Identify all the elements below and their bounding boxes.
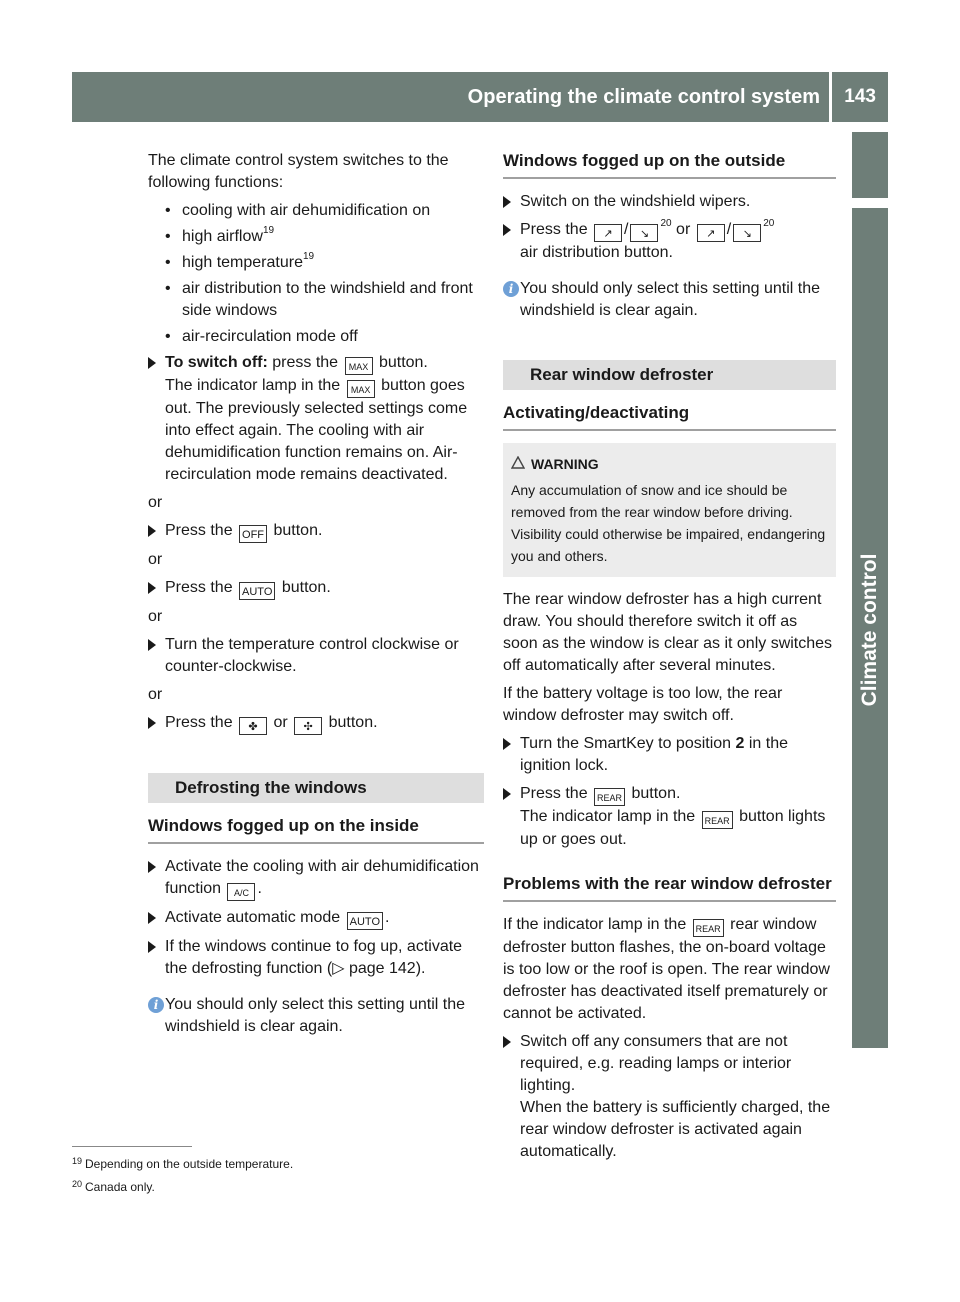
arrow-icon <box>503 196 511 208</box>
arrow-icon <box>148 912 156 924</box>
subheading-problems: Problems with the rear window defroster <box>503 873 836 902</box>
footnote: $^{19}$ Depending on the outside temperature. <box>72 1156 294 1171</box>
list-item: • high airflow$^{19}$ <box>148 226 484 248</box>
arrow-icon <box>148 525 156 537</box>
header-bar <box>72 72 888 122</box>
paragraph: If the indicator lamp in the REAR rear window defroster button flashes, the on-board voltage is too low or the roof is open. The rear window defroster has deactivated itself prematurely or cannot be activated. <box>503 916 830 1022</box>
header-divider <box>829 72 832 122</box>
warning-triangle-icon <box>511 456 525 469</box>
page-number: 143 <box>844 86 876 107</box>
step-press-rear: Press the REAR button. The indicator lamp in the REAR button lights up or goes out. <box>503 783 836 851</box>
arrow-icon <box>148 357 156 369</box>
list-item: • high temperature$^{19}$ <box>148 252 484 274</box>
side-tab-label: Climate control <box>858 553 881 707</box>
subheading-inside: Windows fogged up on the inside <box>148 815 484 844</box>
rear-defroster-button-icon: REAR <box>693 919 724 937</box>
section-heading-defrosting: Defrosting the windows <box>148 773 484 803</box>
info-icon: i <box>148 997 164 1013</box>
arrow-icon <box>148 717 156 729</box>
or-text: or <box>148 551 163 568</box>
step-activate-ac: Activate the cooling with air dehumidification function A/C . <box>148 856 484 901</box>
info-note: i You should only select this setting until the windshield is clear again. <box>148 994 484 1038</box>
rear-defroster-button-icon: REAR <box>594 788 625 806</box>
or-text: or <box>148 494 163 511</box>
step-air-distribution: Press the ↗ / ↘$^{20}$ or ↗ / ↘$^{20}$ air distribution button. <box>503 219 836 264</box>
air-distribution-icon: ↘ <box>630 224 658 242</box>
section-heading-rear-defroster: Rear window defroster <box>503 360 836 390</box>
step-press-auto: Press the AUTO button. <box>148 577 484 600</box>
info-icon: i <box>503 281 519 297</box>
max-button-icon: MAX <box>345 357 373 375</box>
off-button-icon: OFF <box>239 525 267 543</box>
intro-text: The climate control system switches to the following functions: <box>148 152 449 191</box>
step-switch-off: To switch off: press the MAX button. The indicator lamp in the MAX button goes out. The previously selected settings come into effect again. The cooling with air dehumidification function remains on. Air-recirculation mode remains deactivated. <box>148 352 484 486</box>
arrow-icon <box>148 861 156 873</box>
arrow-icon <box>503 224 511 236</box>
step-defrost-function: If the windows continue to fog up, activate the defrosting function (▷ page 142). <box>148 936 484 980</box>
left-column <box>148 150 484 1052</box>
warning-box <box>503 443 836 577</box>
step-switch-off-consumers: Switch off any consumers that are not required, e.g. reading lamps or interior lighting. When the battery is sufficiently charged, the rear window defroster is activated again automatically. <box>503 1031 836 1163</box>
or-text: or <box>148 686 163 703</box>
air-distribution-icon: ↘ <box>733 224 761 242</box>
footnotes <box>72 1146 293 1197</box>
paragraph: If the battery voltage is too low, the rear window defroster may switch off. <box>503 685 783 724</box>
side-block <box>852 132 888 198</box>
step-smartkey: Turn the SmartKey to position 2 in the ignition lock. <box>503 733 836 777</box>
side-tab <box>852 208 888 1048</box>
arrow-icon <box>503 788 511 800</box>
arrow-icon <box>503 1036 511 1048</box>
arrow-icon <box>148 941 156 953</box>
step-press-fan: Press the ✤ or ✣ button. <box>148 712 484 735</box>
step-turn-temp: Turn the temperature control clockwise or counter-clockwise. <box>148 634 484 678</box>
max-button-icon: MAX <box>347 380 375 398</box>
arrow-icon <box>148 582 156 594</box>
step-activate-auto: Activate automatic mode AUTO . <box>148 907 484 930</box>
footnote-divider <box>72 1146 192 1147</box>
fan-up-button-icon: ✤ <box>239 717 267 735</box>
subheading-outside: Windows fogged up on the outside <box>503 150 836 179</box>
subheading-activating: Activating/deactivating <box>503 402 836 431</box>
fan-down-button-icon: ✣ <box>294 717 322 735</box>
list-item: • air distribution to the windshield and front side windows <box>148 278 484 322</box>
auto-button-icon: AUTO <box>347 912 383 930</box>
right-column <box>503 150 836 1169</box>
rear-defroster-button-icon: REAR <box>702 811 733 829</box>
list-item: • air-recirculation mode off <box>148 326 484 348</box>
or-text: or <box>148 608 163 625</box>
page-header-title: Operating the climate control system <box>467 86 820 108</box>
step-wipers: Switch on the windshield wipers. <box>503 191 836 213</box>
arrow-icon <box>148 639 156 651</box>
ac-button-icon: A/C <box>227 883 255 901</box>
step-press-off: Press the OFF button. <box>148 520 484 543</box>
auto-button-icon: AUTO <box>239 582 275 600</box>
warning-text: Any accumulation of snow and ice should be removed from the rear window before driving. Visibility could otherwise be impaired, endangering you and others. <box>511 482 826 564</box>
footnote: $^{20}$ Canada only. <box>72 1179 155 1194</box>
arrow-icon <box>503 738 511 750</box>
air-distribution-icon: ↗ <box>594 224 622 242</box>
warning-heading: WARNING <box>511 453 828 475</box>
info-note: i You should only select this setting until the windshield is clear again. <box>503 278 836 322</box>
air-distribution-icon: ↗ <box>697 224 725 242</box>
paragraph: The rear window defroster has a high current draw. You should therefore switch it off as soon as the window is clear as it only switches off automatically after several minutes. <box>503 591 833 674</box>
list-item: • cooling with air dehumidification on <box>148 200 484 222</box>
